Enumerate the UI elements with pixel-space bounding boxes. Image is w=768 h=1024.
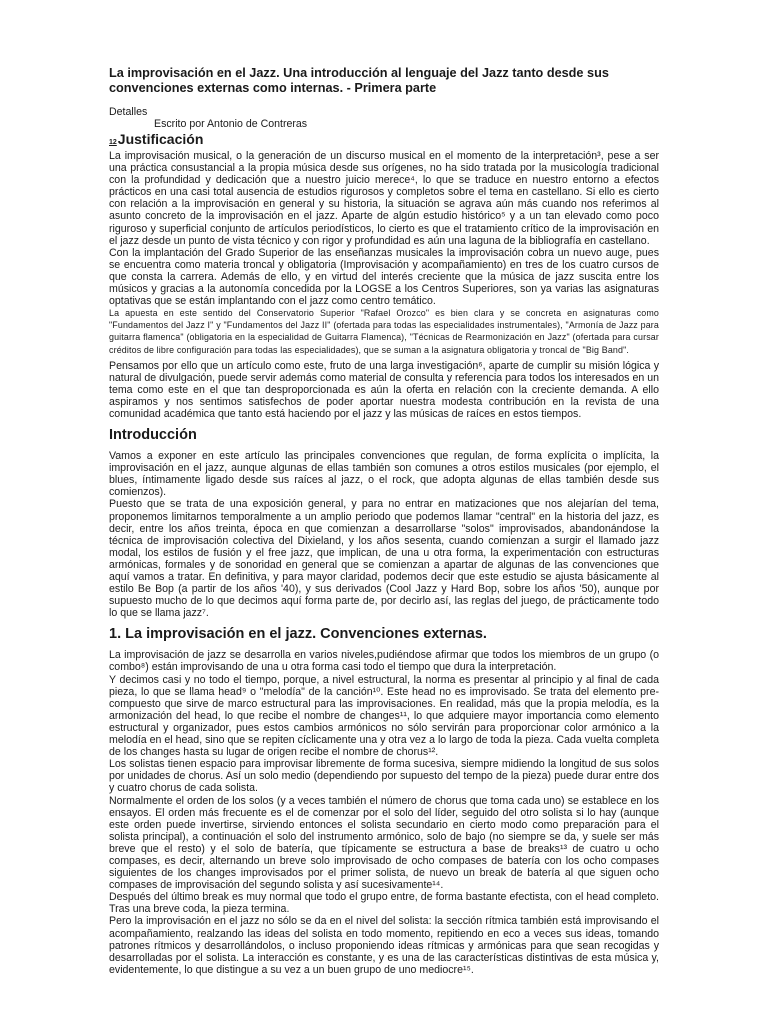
heading-text: Justificación	[117, 131, 204, 147]
footnote-ref-number: 12	[109, 139, 117, 146]
details-label: Detalles	[109, 106, 148, 118]
paragraph: Normalmente el orden de los solos (y a veces también el número de chorus que toma cada uno) se establece en los ensayos. El orden más frecuente es el de comenzar por el solo del líder, seguido del otro solista si lo hay (aunque este orden puede invertirse, sirviendo entonces el solista secundario en cierto modo como preparación para el solista principal), a continuación el solo del instrumento armónico, solo de bajo (no siempre se da, y suele ser más breve que el resto) y el solo de batería, que típicamente se estructura a base de breaks¹³ de cuatro u ocho compases, es decir, alternando un breve solo improvisado de ocho compases de batería con los ocho compases siguientes de los changes improvisados por el primer solista, de nuevo un break de batería al que siguen ocho compases de improvisación del segundo solista y así sucesivamente¹⁴.	[109, 794, 659, 892]
author-line: Escrito por Antonio de Contreras	[154, 118, 308, 130]
section-heading-justificacion	[109, 132, 659, 150]
article-body	[109, 66, 659, 976]
paragraph: Puesto que se trata de una exposición general, y para no entrar en matizaciones que nos alejarían del tema, proponemos limitarnos temporalmente a un amplio periodo que podemos llamar "central" en la historia del jazz, es decir, entre los años treinta, época en que comienzan a desarrollarse "solos" improvisados, abandonándose la técnica de improvisación colectiva del Dixieland, y los años sesenta, cuando comienzan a surgir el llamado jazz modal, los estilos de fusión y el free jazz, que implican, de una u otra forma, la experimentación con estructuras armónicas, formales y de sonoridad en general que se comienzan a apartar de algunas de las convenciones que aquí vamos a tratar. En definitiva, y para mayor claridad, podemos decir que este estudio se ajusta básicamente al estilo Be Bop (a partir de los años '40), y sus derivados (Cool Jazz y Hard Bop, sobre los años '50), aunque por supuesto mucho de lo que decimos aquí forma parte de, por decirlo así, las reglas del juego, de prácticamente todo lo que se llama jazz⁷.	[109, 498, 659, 620]
paragraph: Los solistas tienen espacio para improvisar libremente de forma sucesiva, siempre midiendo la longitud de sus solos por unidades de chorus. Así un solo medio (dependiendo por supuesto del tempo de la pieza) puede durar entre dos y cuatro chorus de cada solista.	[109, 758, 659, 795]
paragraph: Después del último break es muy normal que todo el grupo entre, de forma bastante efectista, con el head completo. Tras una breve coda, la pieza termina.	[109, 891, 659, 916]
paragraph: La apuesta en este sentido del Conservatorio Superior "Rafael Orozco" es bien clara y se concreta en asignaturas como "Fundamentos del Jazz I" y "Fundamentos del Jazz II" (ofertada para todas las especialidades instrumentales), "Armonía de Jazz para guitarra flamenca" (obligatoria en la especialidad de Guitarra Flamenca), "Técnicas de Rearmonización en Jazz" (ofertada para cursar créditos de libre configuración para todas las especialidades), que se suman a la asignatura obligatoria y troncal de "Big Band".	[109, 308, 659, 355]
paragraph: Y decimos casi y no todo el tiempo, porque, a nivel estructural, la norma es presentar al principio y al final de cada pieza, lo que se llama head⁹ o "melodía" de la canción¹⁰. Este head no es improvisado. Se trata del elemento pre-compuesto que sirve de marco estructural para las improvisaciones. En realidad, más que la propia melodía, es la armonización del head, lo que recibe el nombre de changes¹¹, lo que adquiere mayor importancia como elemento estructural y organizador, pues estos cambios armónicos no sólo servirán para proporcionar color armónico a la melodía en el head, sino que se repiten cíclicamente una y otra vez a lo largo de toda la pieza. Cada vuelta completa de los changes hasta su lugar de origen recibe el nombre de chorus¹².	[109, 673, 659, 759]
paragraph: Vamos a exponer en este artículo las principales convenciones que regulan, de forma explícita o implícita, la improvisación en el jazz, aunque algunas de ellas también son comunes a otros estilos musicales (por ejemplo, el blues, íntimamente ligado desde sus raíces al jazz, o el rock, que adopta algunas de ellas también desde sus comienzos).	[109, 450, 659, 499]
paragraph: Con la implantación del Grado Superior de las enseñanzas musicales la improvisación cobra un nuevo auge, pues se encuentra como materia troncal y obligatoria (Improvisación y acompañamiento) en tres de los cuatro cursos de que consta la carrera. Además de ello, y en virtud del interés creciente que la música de jazz suscita entre los músicos y gracias a la autonomía concedida por la LOGSE a los Centros Superiores, son ya varias las asignaturas optativas que se están implantando con el jazz como centro temático.	[109, 246, 659, 308]
paragraph: La improvisación musical, o la generación de un discurso musical en el momento de la interpretación³, pese a ser una práctica consustancial a la propia música desde sus orígenes, no ha sido tratada por la musicología tradicional con la profundidad y dedicación que a nuestro juicio merece⁴, lo que se traduce en nuestro entorno a efectos prácticos en una casi total ausencia de estudios rigurosos y completos sobre el tema en castellano. Si ello es cierto con relación a la improvisación en general y su historia, la situación se agrava aún más cuando nos referimos al asunto concreto de la improvisación en el jazz. Aparte de algún estudio histórico⁵ y a un tan elevado como poco riguroso y superficial conjunto de artículos periodísticos, lo cierto es que el tratamiento crítico de la improvisación en el jazz desde un punto de vista técnico y con rigor y profundidad es aún una laguna de la bibliografía en castellano.	[109, 150, 659, 247]
article-title: La improvisación en el Jazz. Una introducción al lenguaje del Jazz tanto desde sus convenciones externas como internas. - Primera parte	[109, 66, 609, 95]
paragraph: Pero la improvisación en el jazz no sólo se da en el nivel del solista: la sección rítmica también está improvisando el acompañamiento, realzando las ideas del solista en todo momento, repitiendo en eco a veces sus ideas, tomando patrones rítmicos y desarrollándolos, o incluso proponiendo ideas rítmicas y armónicas para que sean recogidas y desarrolladas por el solista. La interacción es constante, y es una de las características distintivas de esta música y, evidentemente, lo que distingue a su vez a un buen grupo de uno mediocre¹⁵.	[109, 915, 659, 976]
section-heading-introduccion: Introducción	[109, 427, 197, 444]
paragraph: Pensamos por ello que un artículo como este, fruto de una larga investigación⁶, aparte de cumplir su misión lógica y natural de divulgación, puede servir además como material de consulta y referencia para todos los interesados en un tema como este en el que tan desproporcionada es aún la oferta en relación con la creciente demanda. A ello aspiramos y nos sentimos satisfechos de poder aportar nuestra modesta contribución en la revista de una comunidad académica que tanto está haciendo por el jazz y las músicas de raíces en estos tiempos.	[109, 359, 659, 420]
section-heading-1: 1. La improvisación en el jazz. Convenciones externas.	[109, 626, 487, 643]
paragraph: La improvisación de jazz se desarrolla en varios niveles,pudiéndose afirmar que todos los miembros de un grupo (o combo⁸) están improvisando de una u otra forma casi todo el tiempo que dura la interpretación.	[109, 649, 659, 674]
